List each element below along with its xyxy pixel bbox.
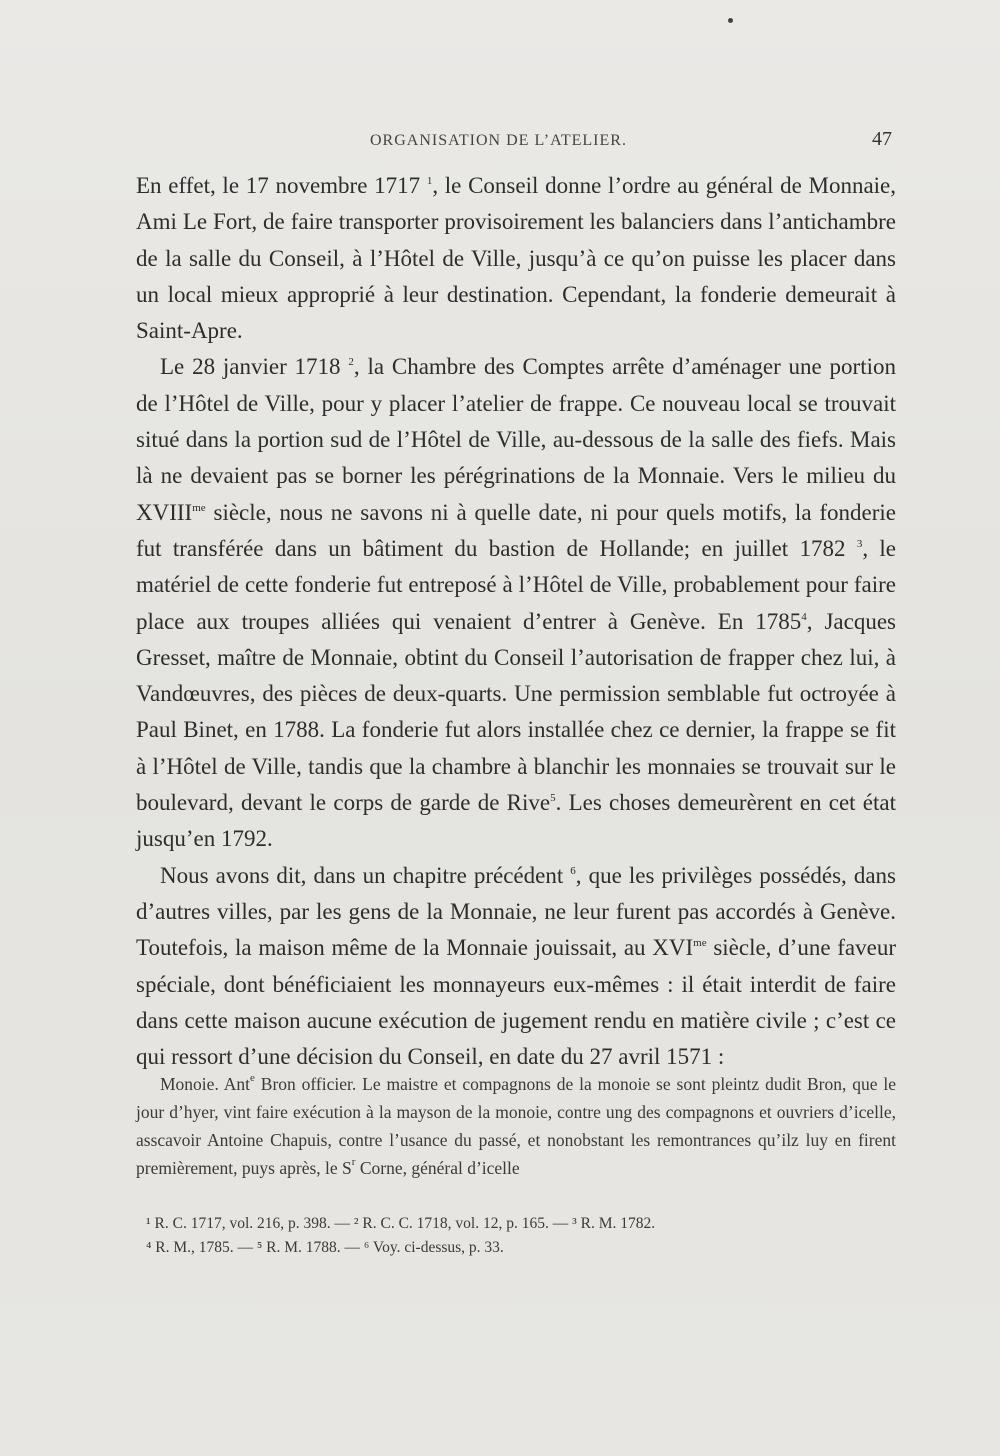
footnote-ref: 3 (856, 537, 863, 550)
paragraph-1: En effet, le 17 novembre 1717 $^1$, le Conseil donne l’ordre au général de Monnaie, Ami Le Fort, de faire transporter provisoirement les balanciers dans l’antichambre de la salle du Conseil, à l’Hôtel de Ville, jusqu’à ce qu’on puisse les placer dans un local mieux approprié à leur destination. Cependant, la fonderie demeurait à Saint-Apre. (136, 173, 897, 344)
footnotes (136, 1212, 896, 1260)
footnote-line: ⁴ R. M., 1785. — ⁵ R. M. 1788. — ⁶ Voy. ci-dessus, p. 33. (146, 1239, 504, 1256)
running-head: ORGANISATION DE L’ATELIER. (370, 132, 627, 149)
footnote-ref: 6 (570, 864, 576, 877)
quoted-document: Monoie. Ant$^e$ Bron officier. Le maistre et compagnons de la monoie se sont pleintz dudit Bron, que le jour d’hyer, vint faire exécution à la mayson de la monoie, contre ung des compagnons et ouvriers d’icelle, asscavoir Antoine Chapuis, contre l’usance du passé, et nonobstant les remontrances qu’ilz luy en firent premièrement, puys après, le $S^r$ Corne, général d’icelle (136, 1072, 896, 1178)
superscript: e (250, 1072, 255, 1084)
footnote-ref: 4 (801, 610, 807, 623)
paragraph-3: Nous avons dit, dans un chapitre précédent $^6$, que les privilèges possédés, dans d’autres villes, par les gens de la Monnaie, ne leur furent pas accordés à Genève. Toutefois, la maison même de la Monnaie jouissait, au $XVI^{me}$ siècle, d’une faveur spéciale, dont bénéficiaient les monnayeurs eux-mêmes : il était interdit de faire dans cette maison aucune exécution de jugement rendu en matière civile ; c’est ce qui ressort d’une décision du Conseil, en date du 27 avril 1571 : (136, 862, 896, 1070)
superscript: me (192, 501, 206, 514)
superscript: r (351, 1156, 356, 1168)
footnote-ref: 5 (550, 792, 556, 805)
paragraph-2: Le 28 janvier 1718 $^2$, la Chambre des Comptes arrête d’aménager une portion de l’Hôtel de Ville, pour y placer l’atelier de frappe. Ce nouveau local se trouvait situé dans la portion sud de l’Hôtel de Ville, au-dessous de la salle des fiefs. Mais là ne devaient pas se borner les pérégrinations de la Monnaie. Vers le milieu du $XVIII^{me}$ siècle, nous ne savons ni à quelle date, ni pour quels motifs, la fonderie fut transférée dans un bâtiment du bastion de Hollande; en juillet 1782 $^3$, le matériel de cette fonderie fut entreposé à l’Hôtel de Ville, probablement pour faire place aux troupes alliées qui venaient d’entrer à Genève. En 1785$^4$, Jacques Gresset, maître de Monnaie, obtint du Conseil l’autorisation de frapper chez lui, à Vandœuvres, des pièces de deux-quarts. Une permission semblable fut octroyée à Paul Binet, en 1788. La fonderie fut alors installée chez ce dernier, la frappe se fit à l’Hôtel de Ville, tandis que la chambre à blanchir les monnaies se trouvait sur le boulevard, devant le corps de garde de Rive$^5$. Les choses demeurèrent en cet état jusqu’en 1792. (136, 354, 896, 852)
body-text (136, 168, 896, 1075)
footnote-line: ¹ R. C. 1717, vol. 216, p. 398. — ² R. C. C. 1718, vol. 12, p. 165. — ³ R. M. 1782. (146, 1215, 656, 1232)
superscript: me (693, 937, 707, 950)
ink-spot (728, 18, 733, 23)
footnote-ref: 1 (426, 175, 433, 187)
page-number: 47 (872, 128, 892, 150)
footnote-ref: 2 (348, 356, 354, 369)
